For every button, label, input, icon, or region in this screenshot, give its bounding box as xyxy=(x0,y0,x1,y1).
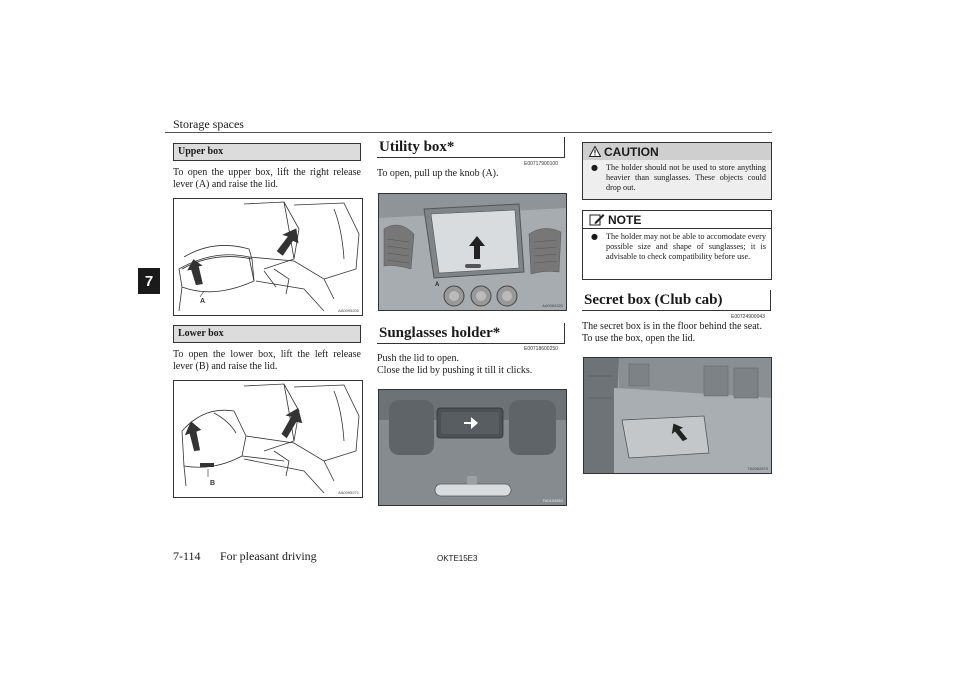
note-text: The holder may not be able to accomodate every possible size and shape of sunglasses; it is advisable to check compatibility before use. xyxy=(605,232,766,261)
upper-box-figure xyxy=(173,198,363,316)
note-icon xyxy=(589,213,605,226)
secret-box-text xyxy=(582,321,772,345)
caution-label: CAUTION xyxy=(604,144,659,159)
bullet-icon: ● xyxy=(591,232,598,241)
secret-box-illustration xyxy=(584,358,771,473)
chapter-tab: 7 xyxy=(138,268,160,294)
sunglasses-holder-line-1: Push the lid to open. xyxy=(377,353,459,364)
caution-header xyxy=(583,143,771,160)
utility-box-figure xyxy=(378,193,567,311)
warning-icon xyxy=(589,146,601,157)
footer-section: For pleasant driving xyxy=(220,549,317,563)
sunglasses-holder-figure xyxy=(378,389,567,506)
upper-box-figure-code: AA0095200 xyxy=(338,308,359,313)
upper-box-illustration xyxy=(174,199,362,315)
caution-text: The holder should not be used to store anything heavier than sunglasses. These objects could drop out. xyxy=(605,163,766,192)
lower-box-heading: Lower box xyxy=(173,325,361,343)
utility-box-text: To open, pull up the knob (A). xyxy=(377,168,499,179)
bullet-icon: ● xyxy=(591,163,598,172)
secret-box-line-1: The secret box is in the floor behind the seat. xyxy=(582,321,762,332)
upper-box-heading: Upper box xyxy=(173,143,361,161)
utility-box-figure-code: AA0064320 xyxy=(542,303,563,308)
lower-box-text: To open the lower box, lift the left release lever (B) and raise the lid. xyxy=(173,349,361,372)
secret-box-line-2: To use the box, open the lid. xyxy=(582,333,696,344)
upper-box-text: To open the upper box, lift the right release lever (A) and raise the lid. xyxy=(173,167,361,190)
lower-box-section xyxy=(173,325,361,373)
utility-box-figure-label: A xyxy=(435,282,440,288)
secret-box-code: E00724900043 xyxy=(731,314,765,320)
utility-box-illustration xyxy=(379,194,566,310)
utility-box-code: E00717900100 xyxy=(524,161,558,167)
caution-box xyxy=(582,142,772,200)
footer-doc-code: OKTE15E3 xyxy=(437,554,478,563)
sunglasses-holder-text xyxy=(377,353,565,377)
lower-box-illustration xyxy=(174,381,362,497)
lower-box-figure xyxy=(173,380,363,498)
lower-box-figure-code: AA0095271 xyxy=(338,490,359,495)
header-rule xyxy=(165,132,772,133)
secret-box-figure xyxy=(583,357,772,474)
secret-box-title: Secret box (Club cab) xyxy=(582,290,771,311)
sunglasses-holder-title: Sunglasses holder* xyxy=(377,323,565,344)
sunglasses-holder-code: E00718600250 xyxy=(524,346,558,352)
footer-page-number: 7-114 xyxy=(173,549,201,563)
upper-box-section xyxy=(173,143,361,191)
page-header-title: Storage spaces xyxy=(173,117,244,131)
sunglasses-holder-figure-code: TA0104654 xyxy=(542,498,563,503)
lower-box-figure-label: B xyxy=(210,480,216,487)
upper-box-figure-label: A xyxy=(200,298,206,305)
sunglasses-holder-line-2: Close the lid by pushing it till it clicks. xyxy=(377,365,533,376)
utility-box-title: Utility box* xyxy=(377,137,565,158)
note-header xyxy=(583,211,771,229)
note-label: NOTE xyxy=(608,212,642,227)
sunglasses-holder-illustration xyxy=(379,390,566,505)
note-box xyxy=(582,210,772,280)
secret-box-figure-code: TA0062879 xyxy=(747,466,768,471)
